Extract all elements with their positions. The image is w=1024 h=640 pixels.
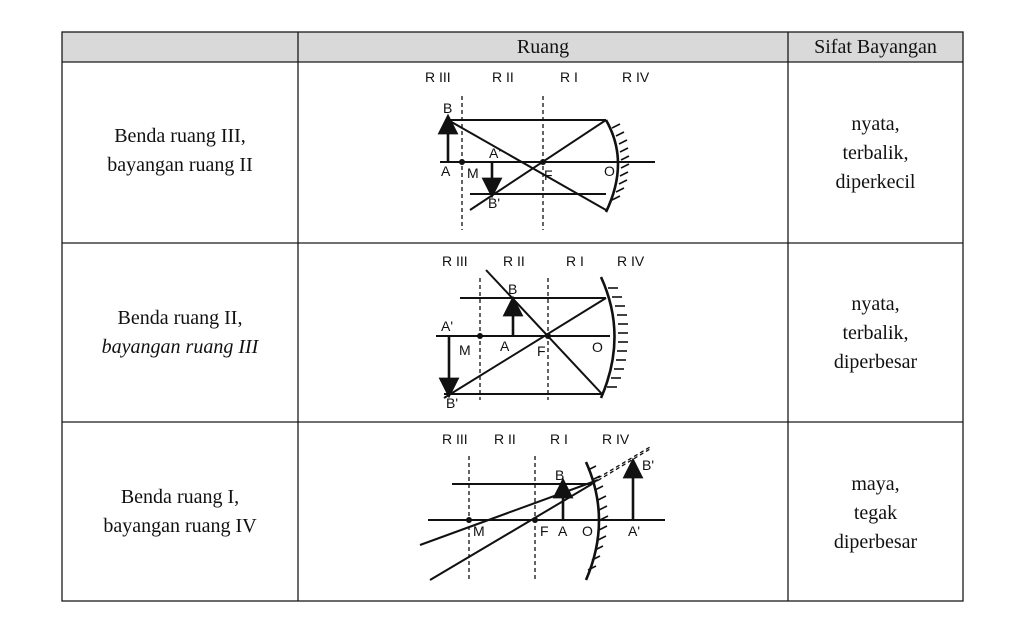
d1-point-f <box>540 159 546 165</box>
d3-label-m: M <box>473 523 485 539</box>
d1-label-r3: R III <box>425 69 451 85</box>
row2-description-line2: bayangan ruang III <box>101 336 259 358</box>
d2-label-b-prime: B' <box>446 395 459 411</box>
d1-label-m: M <box>467 165 479 181</box>
d2-label-a-prime: A' <box>441 318 454 334</box>
d2-label-m: M <box>459 342 471 358</box>
d1-label-r2: R II <box>492 69 514 85</box>
row2-sifat-line3: diperbesar <box>833 351 918 373</box>
d1-label-r4: R IV <box>622 69 650 85</box>
row2-sifat-line1: nyata, <box>851 293 900 315</box>
row3-sifat-line3: diperbesar <box>833 531 918 553</box>
d3-label-b: B <box>555 467 565 483</box>
d3-label-a-prime: A' <box>628 523 641 539</box>
d1-label-b: B <box>443 100 453 116</box>
row3-description-line1: Benda ruang I, <box>120 486 240 508</box>
d3-point-f <box>532 517 538 523</box>
d1-label-b-prime: B' <box>488 195 501 211</box>
d2-point-f <box>545 333 551 339</box>
d3-label-a: A <box>558 523 568 539</box>
row3-description-line2: bayangan ruang IV <box>103 515 257 537</box>
row3-sifat-line2: tegak <box>853 502 898 524</box>
d3-label-b-prime: B' <box>642 457 655 473</box>
d2-label-o: O <box>592 339 603 355</box>
d3-label-r2: R II <box>494 431 516 447</box>
row3-sifat-line1: maya, <box>851 473 900 495</box>
d2-label-r2: R II <box>503 253 525 269</box>
d2-label-r3: R III <box>442 253 468 269</box>
diagram-row2 <box>436 253 645 411</box>
d3-label-r4: R IV <box>602 431 630 447</box>
d2-label-r4: R IV <box>617 253 645 269</box>
d3-label-r3: R III <box>442 431 468 447</box>
d2-ray-through-f <box>486 270 602 394</box>
diagram-row1 <box>425 69 655 230</box>
header-sifat-bayangan: Sifat Bayangan <box>814 36 937 58</box>
d3-label-f: F <box>540 523 549 539</box>
d1-label-a: A <box>441 163 451 179</box>
d2-label-a: A <box>500 338 510 354</box>
d2-label-f: F <box>537 343 546 359</box>
row2-description-line1: Benda ruang II, <box>117 307 243 329</box>
row1-sifat-line1: nyata, <box>851 113 900 135</box>
d2-point-m <box>477 333 483 339</box>
d1-point-m <box>459 159 465 165</box>
row1-sifat-line2: terbalik, <box>842 142 909 164</box>
header-ruang: Ruang <box>516 36 570 58</box>
d3-point-m <box>466 517 472 523</box>
diagram-row3 <box>420 431 665 580</box>
row2-sifat-line2: terbalik, <box>842 322 909 344</box>
d3-ray-from-m <box>420 480 598 545</box>
row1-description-line2: bayangan ruang II <box>107 154 253 176</box>
d1-label-r1: R I <box>560 69 578 85</box>
row1-sifat-line3: diperkecil <box>835 171 916 193</box>
d3-label-r1: R I <box>550 431 568 447</box>
d2-concave-mirror <box>601 277 615 398</box>
d1-label-a-prime: A' <box>489 145 502 161</box>
d1-label-o: O <box>604 163 615 179</box>
d3-label-o: O <box>582 523 593 539</box>
d1-label-f: F <box>544 167 553 183</box>
d2-label-r1: R I <box>566 253 584 269</box>
row1-description-line1: Benda ruang III, <box>114 125 246 147</box>
d2-label-b: B <box>508 281 518 297</box>
